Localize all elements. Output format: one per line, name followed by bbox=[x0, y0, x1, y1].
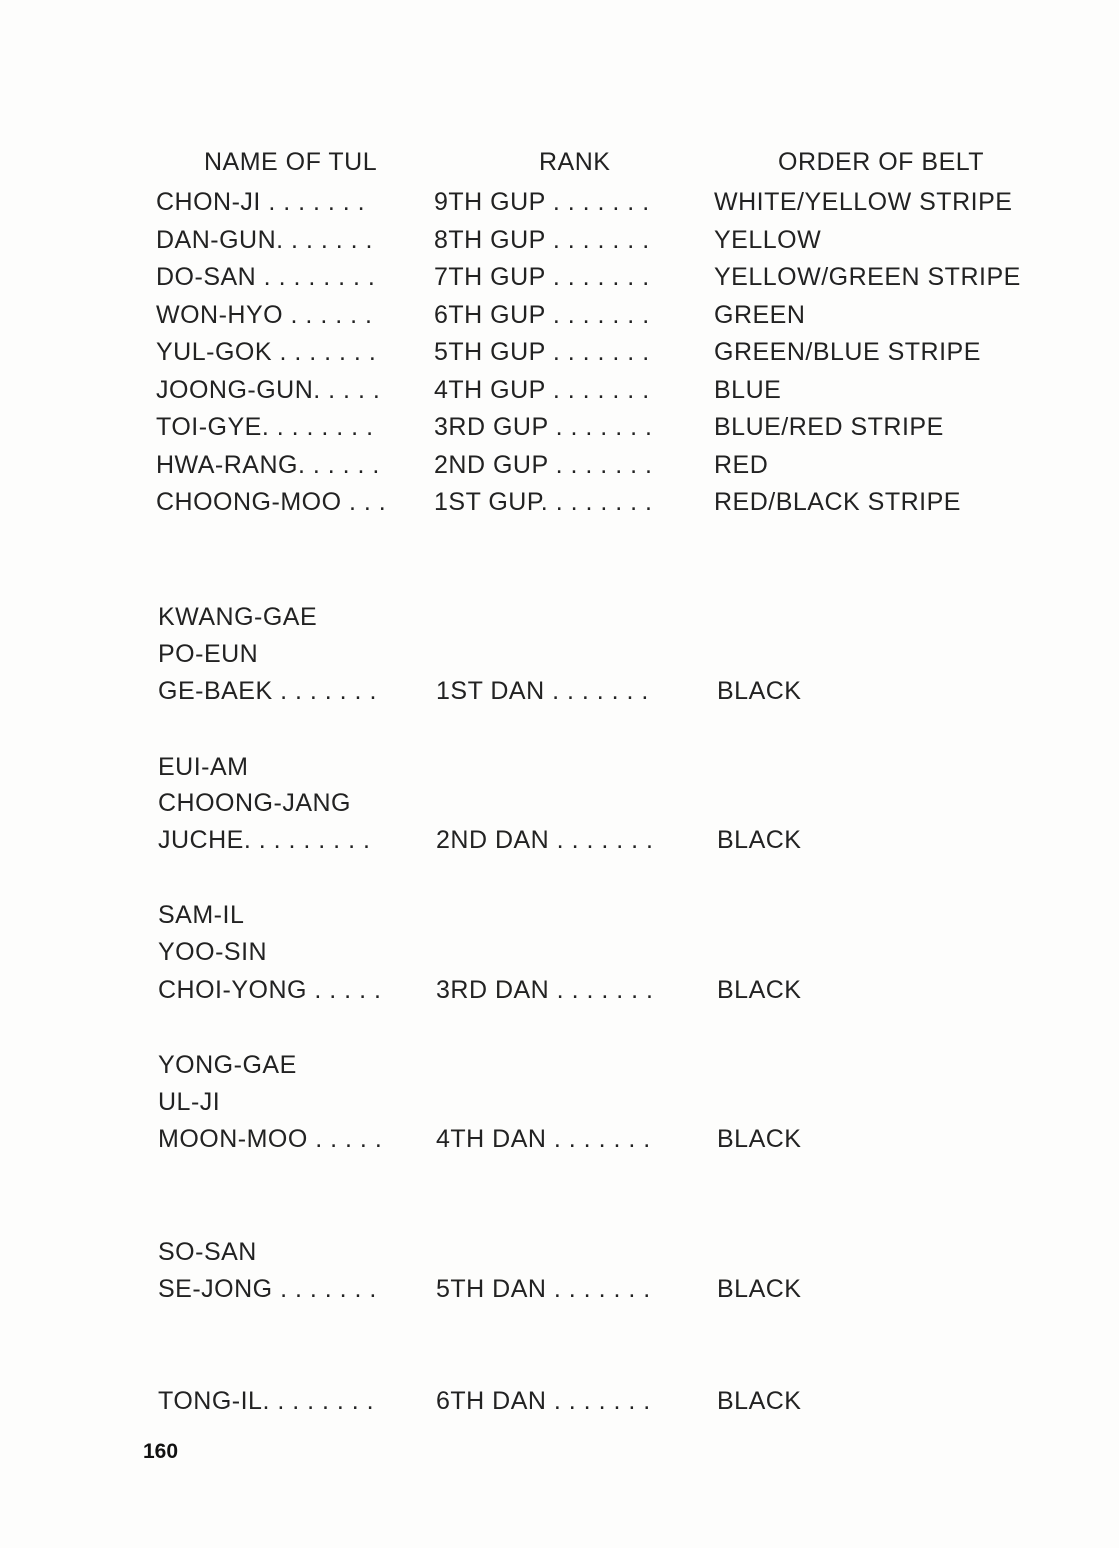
rank: 3RD GUP . . . . . . . bbox=[434, 413, 653, 441]
tul-name-line: SAM-IL bbox=[158, 901, 245, 929]
belt: BLACK bbox=[717, 1275, 802, 1303]
tul-name: WON-HYO . . . . . . bbox=[156, 301, 373, 329]
table-row bbox=[0, 413, 1119, 447]
belt: BLACK bbox=[717, 1387, 802, 1415]
rank: 5TH DAN . . . . . . . bbox=[436, 1275, 651, 1303]
tul-name: JOONG-GUN. . . . . bbox=[156, 376, 381, 404]
rank: 3RD DAN . . . . . . . bbox=[436, 976, 654, 1004]
tul-name-line: UL-JI bbox=[158, 1088, 221, 1116]
table-row bbox=[0, 677, 1119, 711]
header-rank: RANK bbox=[539, 148, 611, 176]
belt: BLUE bbox=[714, 376, 782, 404]
rank: 6TH GUP . . . . . . . bbox=[434, 301, 650, 329]
belt: GREEN bbox=[714, 301, 806, 329]
tul-name: TOI-GYE. . . . . . . . bbox=[156, 413, 374, 441]
table-row bbox=[0, 826, 1119, 860]
table-row bbox=[0, 188, 1119, 222]
tul-name-line: CHOONG-JANG bbox=[158, 789, 351, 817]
tul-name: CHOONG-MOO . . . bbox=[156, 488, 387, 516]
tul-name-line: YONG-GAE bbox=[158, 1051, 297, 1079]
rank: 2ND DAN . . . . . . . bbox=[436, 826, 654, 854]
tul-name: SE-JONG . . . . . . . bbox=[158, 1275, 377, 1303]
table-row bbox=[0, 976, 1119, 1010]
belt: BLACK bbox=[717, 826, 802, 854]
belt: YELLOW bbox=[714, 226, 822, 254]
belt: GREEN/BLUE STRIPE bbox=[714, 338, 981, 366]
tul-name-line: KWANG-GAE bbox=[158, 603, 318, 631]
rank: 2ND GUP . . . . . . . bbox=[434, 451, 653, 479]
belt: BLACK bbox=[717, 677, 802, 705]
table-row bbox=[0, 1275, 1119, 1309]
belt: RED/BLACK STRIPE bbox=[714, 488, 961, 516]
tul-name-line: EUI-AM bbox=[158, 753, 249, 781]
table-row bbox=[0, 1387, 1119, 1421]
belt: BLACK bbox=[717, 1125, 802, 1153]
table-row bbox=[0, 488, 1119, 522]
tul-name: CHON-JI . . . . . . . bbox=[156, 188, 366, 216]
rank: 4TH GUP . . . . . . . bbox=[434, 376, 650, 404]
tul-name: CHOI-YONG . . . . . bbox=[158, 976, 382, 1004]
header-order-of-belt: ORDER OF BELT bbox=[778, 148, 985, 176]
rank: 6TH DAN . . . . . . . bbox=[436, 1387, 651, 1415]
tul-name: MOON-MOO . . . . . bbox=[158, 1125, 383, 1153]
tul-name: YUL-GOK . . . . . . . bbox=[156, 338, 377, 366]
belt: BLUE/RED STRIPE bbox=[714, 413, 944, 441]
belt: RED bbox=[714, 451, 769, 479]
page-number: 160 bbox=[143, 1440, 179, 1463]
table-row bbox=[0, 338, 1119, 372]
rank: 8TH GUP . . . . . . . bbox=[434, 226, 650, 254]
tul-name: TONG-IL. . . . . . . . bbox=[158, 1387, 375, 1415]
tul-name: JUCHE. . . . . . . . . bbox=[158, 826, 371, 854]
rank: 4TH DAN . . . . . . . bbox=[436, 1125, 651, 1153]
rank: 9TH GUP . . . . . . . bbox=[434, 188, 650, 216]
table-row bbox=[0, 1125, 1119, 1159]
belt: WHITE/YELLOW STRIPE bbox=[714, 188, 1013, 216]
table-row bbox=[0, 263, 1119, 297]
table-row bbox=[0, 226, 1119, 260]
rank: 5TH GUP . . . . . . . bbox=[434, 338, 650, 366]
belt: YELLOW/GREEN STRIPE bbox=[714, 263, 1021, 291]
tul-name: DAN-GUN. . . . . . . bbox=[156, 226, 373, 254]
rank: 7TH GUP . . . . . . . bbox=[434, 263, 650, 291]
rank: 1ST DAN . . . . . . . bbox=[436, 677, 649, 705]
table-header bbox=[0, 148, 1119, 184]
table-row bbox=[0, 376, 1119, 410]
tul-name: DO-SAN . . . . . . . . bbox=[156, 263, 376, 291]
table-row bbox=[0, 301, 1119, 335]
table-row bbox=[0, 451, 1119, 485]
header-name-of-tul: NAME OF TUL bbox=[204, 148, 378, 176]
tul-name: HWA-RANG. . . . . . bbox=[156, 451, 380, 479]
tul-name-line: PO-EUN bbox=[158, 640, 259, 668]
rank: 1ST GUP. . . . . . . . bbox=[434, 488, 653, 516]
tul-name-line: YOO-SIN bbox=[158, 938, 268, 966]
tul-name-line: SO-SAN bbox=[158, 1238, 257, 1266]
tul-name: GE-BAEK . . . . . . . bbox=[158, 677, 377, 705]
belt: BLACK bbox=[717, 976, 802, 1004]
